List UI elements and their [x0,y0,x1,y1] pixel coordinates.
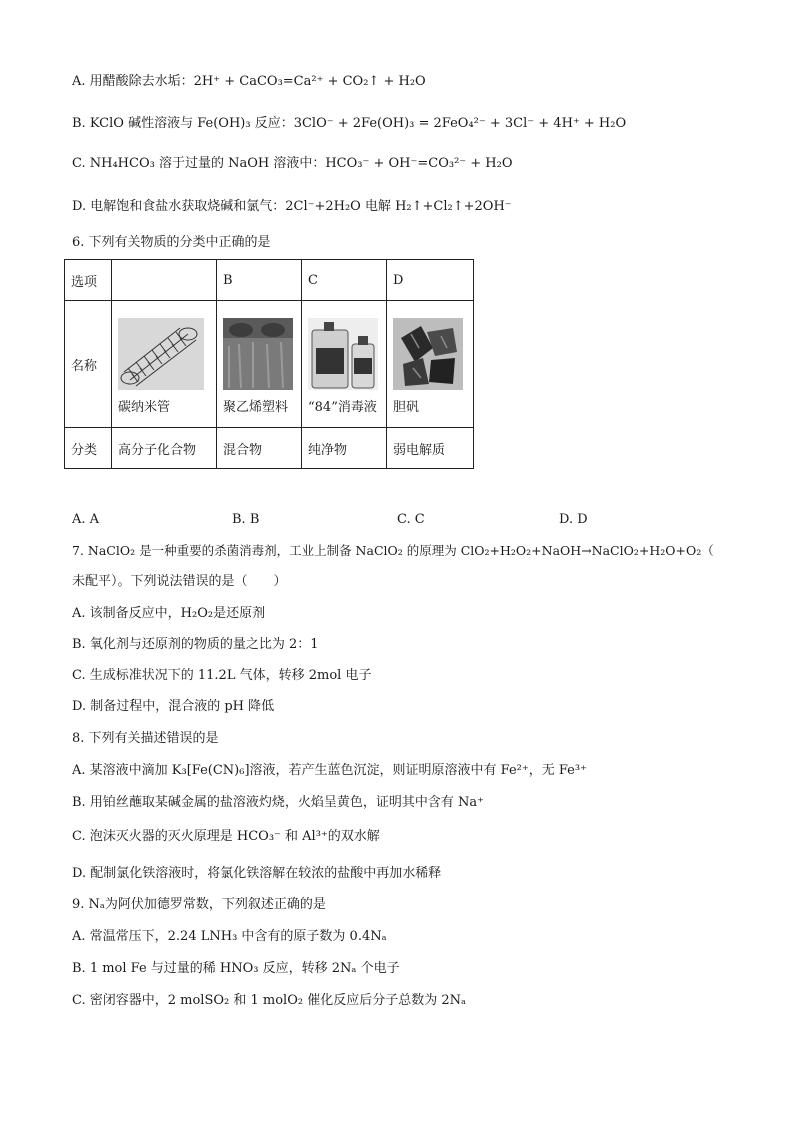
q9-option-c: C. 密闭容器中，2 molSO₂ 和 1 molO₂ 催化反应后分子总数为 2Nₐ [72,993,467,1008]
header-cell: D [387,260,474,301]
class-cell: 纯净物 [302,428,387,469]
polyethylene-plastic-image [223,318,293,390]
q6-option-b: B. B [232,512,260,527]
table-cell [387,301,474,428]
table-row [65,301,474,428]
name-cell: 聚乙烯塑料 [223,399,289,415]
name-cell: “84”消毒液 [308,399,377,415]
header-cell: B [217,260,302,301]
header-cell: 选项 [65,260,112,301]
table-row [65,260,474,301]
q6-options [72,512,712,530]
q7-option-d: D. 制备过程中，混合液的 pH 降低 [72,699,275,714]
class-cell: 混合物 [217,428,302,469]
q9-option-b: B. 1 mol Fe 与过量的稀 HNO₃ 反应，转移 2Nₐ 个电子 [72,961,400,976]
table-cell [302,301,387,428]
q6-option-a: A. A [72,512,100,527]
q6-stem: 6. 下列有关物质的分类中正确的是 [72,235,271,250]
q8-option-b: B. 用铂丝蘸取某碱金属的盐溶液灼烧，火焰呈黄色，证明其中含有 Na⁺ [72,795,484,810]
blue-vitriol-image [393,318,463,390]
name-cell: 胆矾 [393,399,420,415]
q5-option-a: A. 用醋酸除去水垢：2H⁺ + CaCO₃=Ca²⁺ + CO₂↑ + H₂O [72,74,426,89]
q8-option-d: D. 配制氯化铁溶液时，将氯化铁溶解在较浓的盐酸中再加水稀释 [72,866,442,881]
q6-option-c: C. C [397,512,425,527]
q7-option-c: C. 生成标准状况下的 11.2L 气体，转移 2mol 电子 [72,668,372,683]
class-cell: 高分子化合物 [112,428,217,469]
header-cell [112,260,217,301]
q8-option-c: C. 泡沫灭火器的灭火原理是 HCO₃⁻ 和 Al³⁺的双水解 [72,829,380,844]
q7-stem-line2: 未配平）。下列说法错误的是（ ） [72,574,287,589]
q8-stem: 8. 下列有关描述错误的是 [72,731,219,746]
q7-option-b: B. 氧化剂与还原剂的物质的量之比为 2：1 [72,637,319,652]
q7-option-a: A. 该制备反应中，H₂O₂是还原剂 [72,606,266,621]
q5-option-d: D. 电解饱和食盐水获取烧碱和氯气：2Cl⁻+2H₂O 电解 H₂↑+Cl₂↑+2OH⁻ [72,199,512,214]
table-cell [112,301,217,428]
q9-stem: 9. Nₐ为阿伏加德罗常数，下列叙述正确的是 [72,897,326,912]
name-cell: 碳纳米管 [118,399,171,415]
table-cell [217,301,302,428]
q5-option-c: C. NH₄HCO₃ 溶于过量的 NaOH 溶液中：HCO₃⁻ + OH⁻=CO₃²⁻ + H₂O [72,156,513,171]
q7-stem-line1: 7. NaClO₂ 是一种重要的杀菌消毒剂，工业上制备 NaClO₂ 的原理为 ClO₂+H₂O₂+NaOH→NaClO₂+H₂O+O₂（ [72,543,714,558]
header-cell: C [302,260,387,301]
q5-option-b: B. KClO 碱性溶液与 Fe(OH)₃ 反应：3ClO⁻ + 2Fe(OH)₃ = 2FeO₄²⁻ + 3Cl⁻ + 4H⁺ + H₂O [72,116,627,131]
q8-option-a: A. 某溶液中滴加 K₃[Fe(CN)₆]溶液，若产生蓝色沉淀，则证明原溶液中有 Fe²⁺，无 Fe³⁺ [72,763,587,778]
q6-option-d: D. D [559,512,588,527]
carbon-nanotube-image [118,318,204,390]
class-cell: 弱电解质 [387,428,474,469]
row-label: 分类 [65,428,112,469]
q9-option-a: A. 常温常压下，2.24 LNH₃ 中含有的原子数为 0.4Nₐ [72,929,387,944]
row-label: 名称 [65,301,112,428]
classification-table [64,259,474,469]
table-row [65,428,474,469]
disinfectant-84-image [308,318,378,390]
